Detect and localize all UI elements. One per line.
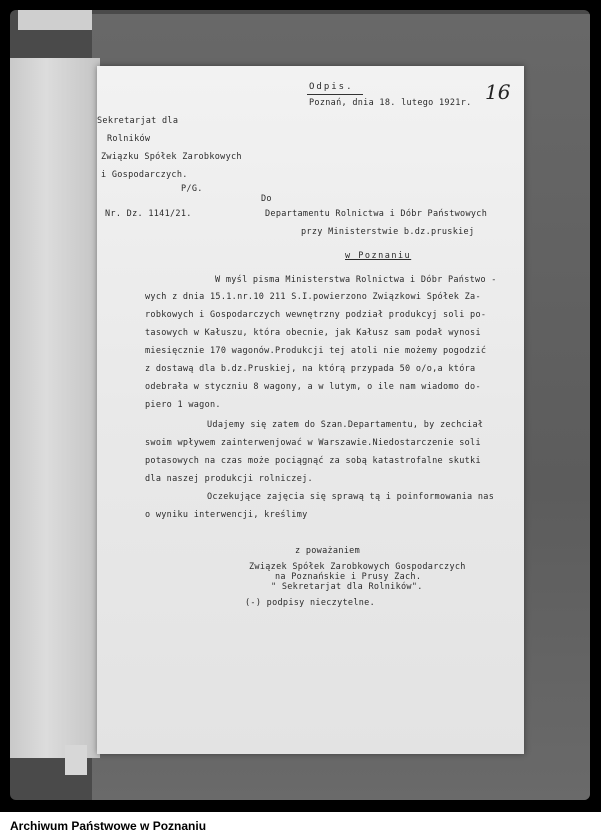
body-line: wych z dnia 15.1.nr.10 211 S.I.powierzono Związkowi Spółek Za- [145, 292, 481, 302]
body-line: piero 1 wagon. [145, 400, 221, 410]
paper-tab-bottom [65, 745, 87, 775]
archive-footer [0, 812, 601, 840]
document-page [97, 66, 524, 754]
body-line: W myśl pisma Ministerstwa Rolnictwa i Dóbr Państwo - [215, 275, 497, 285]
body-line: z dostawą dla b.dz.Pruskiej, na którą przypada 50 o/o,a która [145, 364, 476, 374]
body-line: potasowych na czas może pociągnąć za sobą katastrofalne skutki [145, 456, 481, 466]
closing: z poważaniem [295, 546, 361, 556]
organisation-line: Związek Spółek Zarobkowych Gospodarczych [249, 562, 466, 572]
signature-note: (-) podpisy nieczytelne. [245, 598, 376, 608]
body-line: tasowych w Kałuszu, która obecnie, jak Kałusz sam podał wynosi [145, 328, 481, 338]
document-number: Nr. Dz. 1141/21. [105, 209, 192, 219]
body-line: Udajemy się zatem do Szan.Departamentu, by zechciał [207, 420, 484, 430]
organisation-line: " Sekretarjat dla Rolników". [271, 582, 423, 592]
sender-line: i Gospodarczych. [101, 170, 188, 180]
place-date: Poznań, dnia 18. lutego 1921r. [309, 98, 472, 108]
sender-line: Sekretarjat dla [97, 116, 179, 126]
organisation-line: na Poznańskie i Prusy Zach. [275, 572, 422, 582]
document-header: Odpis. [309, 82, 354, 92]
body-line: o wyniku interwencji, kreślimy [145, 510, 308, 520]
recipient-line: Departamentu Rolnictwa i Dóbr Państwowych [265, 209, 488, 219]
archive-name: Archiwum Państwowe w Poznaniu [10, 819, 207, 833]
body-line: swoim wpływem zainterwenjować w Warszawie.Niedostarczenie soli [145, 438, 481, 448]
paper-strip-left [10, 58, 100, 758]
recipient-line: w Poznaniu [345, 251, 412, 261]
body-line: robkowych i Gospodarczych wewnętrzny podział produkcyj soli po- [145, 310, 487, 320]
body-line: Oczekujące zajęcia się sprawą tą i poinformowania nas [207, 492, 495, 502]
folio-number: 16 [485, 80, 511, 104]
do-label: Do [261, 194, 272, 204]
body-line: miesięcznie 170 wagonów.Produkcji tej atoli nie możemy pogodzić [145, 346, 487, 356]
body-line: dla naszej produkcji rolniczej. [145, 474, 313, 484]
body-line: odebrała w styczniu 8 wagony, a w lutym, o ile nam wiadomo do- [145, 382, 481, 392]
header-underline [307, 94, 363, 95]
sender-line: Związku Spółek Zarobkowych [101, 152, 242, 162]
paper-strip-top [18, 10, 92, 30]
sender-line: Rolników [107, 134, 151, 144]
reference-pg: P/G. [181, 184, 203, 194]
recipient-line: przy Ministerstwie b.dz.pruskiej [301, 227, 475, 237]
